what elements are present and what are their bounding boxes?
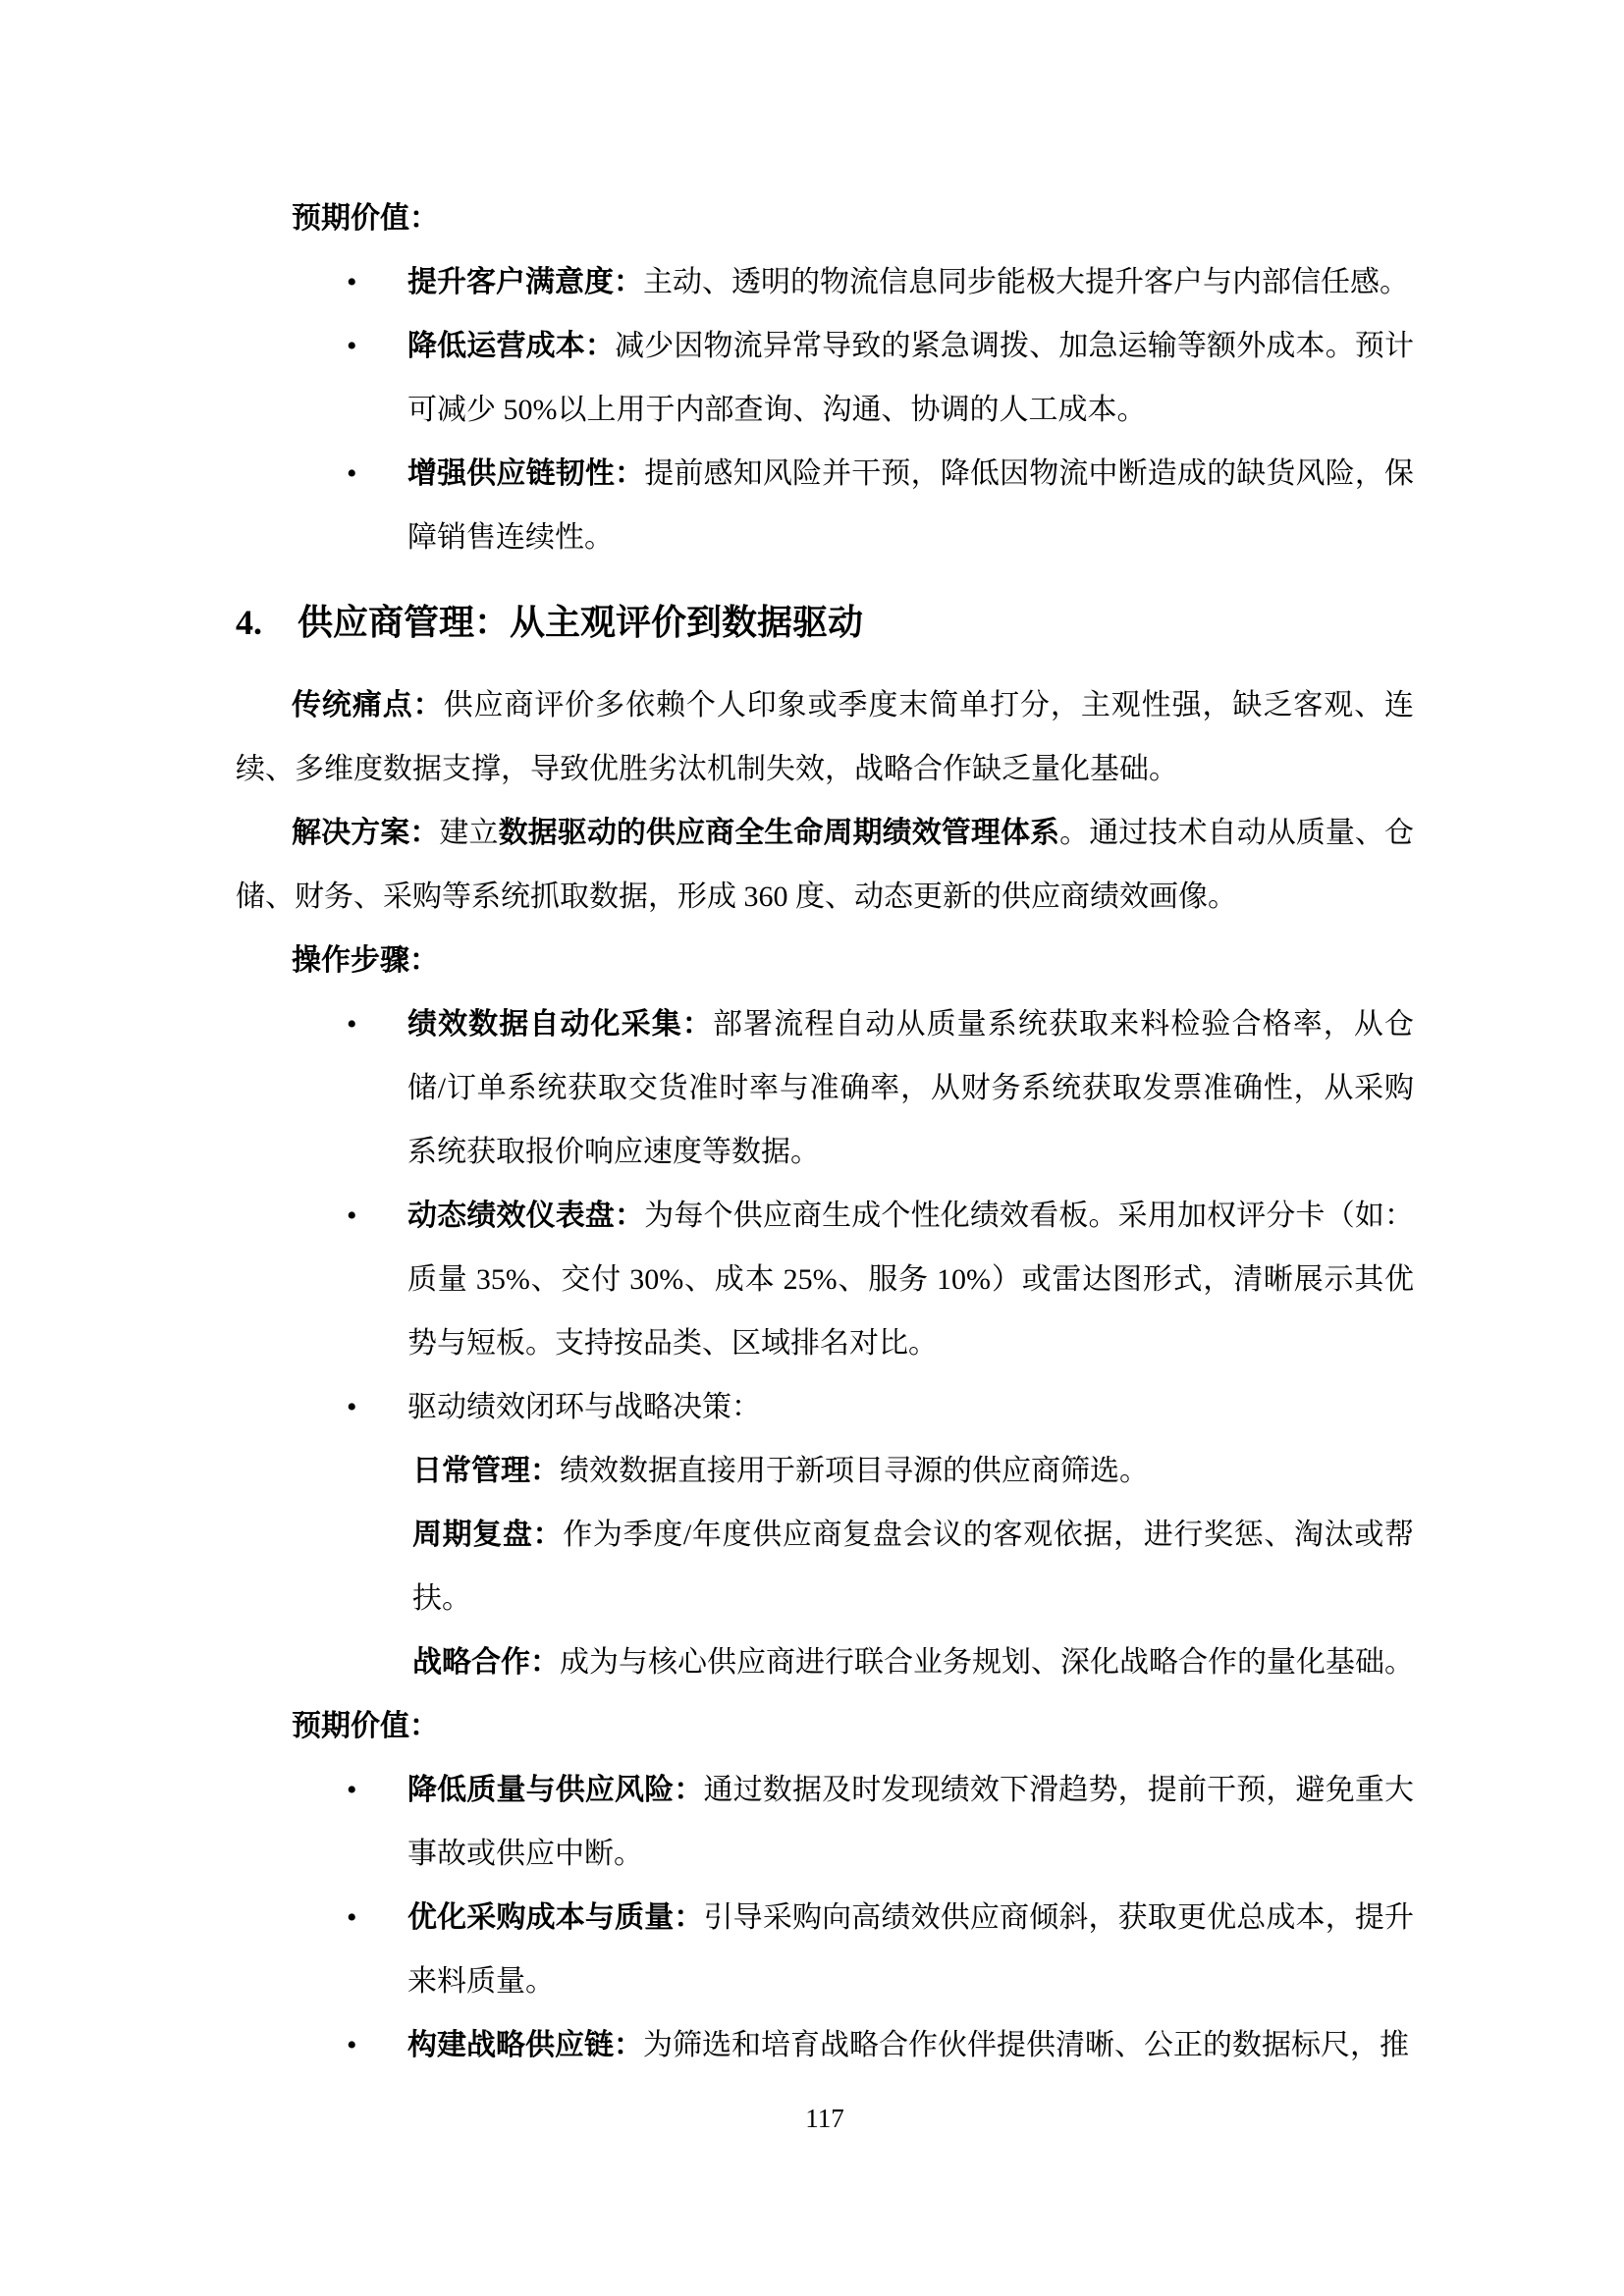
section-heading — [236, 587, 1414, 658]
list-item — [236, 1886, 1414, 2013]
solution-prefix: 建立 — [439, 817, 499, 849]
list-item — [236, 442, 1414, 569]
bullet-text: 为筛选和培育战略合作伙伴提供清晰、公正的数据标尺，推 — [643, 2029, 1409, 2061]
list-item — [236, 314, 1414, 442]
bullet-label: 动态绩效仪表盘： — [407, 1200, 645, 1232]
section-number: 4. — [236, 603, 262, 642]
bullet-label: 构建战略供应链： — [407, 2029, 643, 2061]
bullet-label: 优化采购成本与质量： — [407, 1901, 704, 1934]
sub-item-label: 周期复盘： — [412, 1519, 564, 1551]
bullet-title: 驱动绩效闭环与战略决策： — [407, 1391, 761, 1423]
bullet-text: 提前感知风险并干预，降低因物流中断造成的缺货风险，保障销售连续性。 — [407, 457, 1415, 554]
list-item — [236, 2013, 1414, 2077]
bullet-label: 降低质量与供应风险： — [407, 1774, 704, 1806]
sub-item-strategy — [412, 1630, 1414, 1694]
bullet-text: 主动、透明的物流信息同步能极大提升客户与内部信任感。 — [643, 266, 1409, 298]
solution-label: 解决方案： — [292, 817, 440, 849]
sub-item-label: 日常管理： — [412, 1455, 560, 1487]
bullet-label: 增强供应链韧性： — [407, 457, 645, 490]
solution-paragraph — [236, 801, 1414, 929]
bullet-icon: • — [347, 1901, 357, 1934]
bullet-icon: • — [347, 266, 357, 298]
page-number: 117 — [805, 2104, 844, 2133]
bullet-text: 通过数据及时发现绩效下滑趋势，提前干预，避免重大事故或供应中断。 — [407, 1774, 1414, 1870]
bullet-icon: • — [347, 1008, 357, 1041]
expected-value-list-top — [236, 250, 1414, 569]
sub-item-label: 战略合作： — [412, 1646, 560, 1679]
bullet-icon: • — [347, 1391, 357, 1423]
bullet-text: 为每个供应商生成个性化绩效看板。采用加权评分卡（如：质量 35%、交付 30%、成本 25%、服务 10%）或雷达图形式，清晰展示其优势与短板。支持按品类、区域排名对比。 — [407, 1200, 1415, 1360]
bullet-icon: • — [347, 1200, 357, 1232]
bullet-icon: • — [347, 457, 357, 490]
bullet-icon: • — [347, 2029, 357, 2061]
expected-value-heading-top: 预期价值： — [292, 202, 439, 235]
bullet-text: 减少因物流异常导致的紧急调拨、加急运输等额外成本。预计可减少 50%以上用于内部查询、沟通、协调的人工成本。 — [407, 330, 1415, 426]
bullet-label: 绩效数据自动化采集： — [407, 1008, 713, 1041]
bullet-text: 部署流程自动从质量系统获取来料检验合格率，从仓储/订单系统获取交货准时率与准确率，从财务系统获取发票准确性，从采购系统获取报价响应速度等数据。 — [407, 1008, 1414, 1168]
section-title: 供应商管理：从主观评价到数据驱动 — [298, 603, 864, 642]
solution-rest: 。通过技术自动从质量、仓储、财务、采购等系统抓取数据，形成 360 度、动态更新的供应商绩效画像。 — [236, 817, 1415, 913]
list-item — [236, 1375, 1414, 1439]
expected-value-list — [236, 1758, 1414, 2077]
bullet-label: 降低运营成本： — [407, 330, 616, 362]
list-item — [236, 1758, 1414, 1886]
sub-item-review — [412, 1503, 1414, 1630]
pain-point-paragraph — [236, 673, 1414, 801]
expected-value-heading: 预期价值： — [292, 1710, 439, 1742]
sub-item-text: 绩效数据直接用于新项目寻源的供应商筛选。 — [560, 1455, 1149, 1487]
sub-item-daily — [412, 1439, 1414, 1503]
bullet-icon: • — [347, 330, 357, 362]
bullet-icon: • — [347, 1774, 357, 1806]
list-item — [236, 250, 1414, 314]
sub-item-text: 作为季度/年度供应商复盘会议的客观依据，进行奖惩、淘汰或帮扶。 — [412, 1519, 1414, 1615]
solution-bold-phrase: 数据驱动的供应商全生命周期绩效管理体系 — [498, 817, 1060, 849]
steps-heading: 操作步骤： — [292, 944, 439, 977]
list-item — [236, 992, 1414, 1184]
document-content — [236, 187, 1414, 2077]
pain-point-label: 传统痛点： — [292, 689, 444, 721]
steps-list — [236, 992, 1414, 1439]
pain-point-text: 供应商评价多依赖个人印象或季度末简单打分，主观性强，缺乏客观、连续、多维度数据支撑，导致优胜劣汰机制失效，战略合作缺乏量化基础。 — [236, 689, 1415, 785]
bullet-label: 提升客户满意度： — [407, 266, 643, 298]
list-item — [236, 1184, 1414, 1375]
sub-item-text: 成为与核心供应商进行联合业务规划、深化战略合作的量化基础。 — [560, 1646, 1414, 1679]
bullet-text: 引导采购向高绩效供应商倾斜，获取更优总成本，提升来料质量。 — [407, 1901, 1414, 1998]
